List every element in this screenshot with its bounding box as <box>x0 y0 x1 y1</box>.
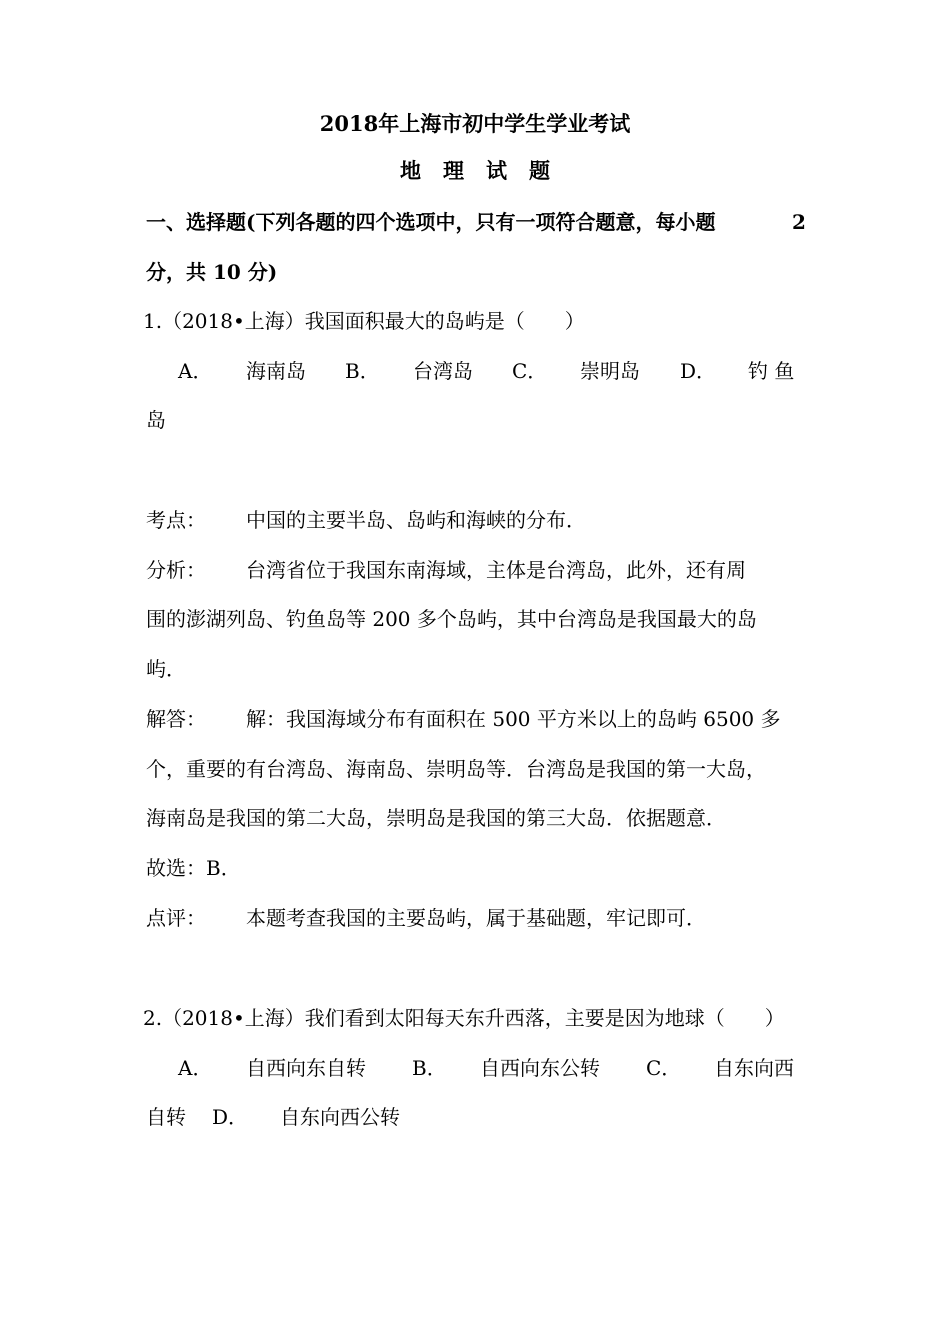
section-heading-line1: 一、选择题(下列各题的四个选项中，只有一项符合题意，每小题 <box>146 210 716 234</box>
q1-jieda-label: 解答： <box>146 707 206 731</box>
q2-option-a-text: 自西向东自转 <box>246 1056 366 1080</box>
q1-jieda-line1: 解：我国海域分布有面积在 500 平方米以上的岛屿 6500 多 <box>246 707 781 731</box>
q1-kaodian-text: 中国的主要半岛、岛屿和海峡的分布． <box>246 508 586 532</box>
q2-option-c-text: 自东向西 <box>714 1056 794 1080</box>
q1-dianping-text: 本题考查我国的主要岛屿，属于基础题，牢记即可． <box>246 906 706 930</box>
q1-fenxi-line3: 屿． <box>146 657 186 681</box>
q1-option-a-key: A． <box>178 359 213 383</box>
q1-kaodian-label: 考点： <box>146 508 206 532</box>
q2-option-d-text: 自东向西公转 <box>280 1105 400 1129</box>
q1-jieda-line2: 个，重要的有台湾岛、海南岛、崇明岛等．台湾岛是我国的第一大岛， <box>146 757 766 781</box>
section-points-value: 2 <box>792 210 806 234</box>
question-2-stem: 2.（2018•上海）我们看到太阳每天东升西落，主要是因为地球（ ） <box>143 1006 785 1030</box>
q1-jieda-line4: 故选：B． <box>146 856 241 880</box>
q1-option-c-key: C． <box>512 359 548 383</box>
section-heading <box>146 212 715 232</box>
q1-jieda-line3: 海南岛是我国的第二大岛，崇明岛是我国的第三大岛．依据题意． <box>146 806 726 830</box>
q1-option-a-text: 海南岛 <box>246 359 306 383</box>
q1-dianping-label: 点评： <box>146 906 206 930</box>
q1-option-b-key: B． <box>345 359 380 383</box>
section-heading-line2: 分，共 10 分) <box>146 260 278 284</box>
q1-option-d-key: D． <box>680 359 717 383</box>
q1-option-d-text: 钓 鱼 <box>748 359 795 383</box>
exam-title: 2018年上海市初中学生学业考试 <box>319 111 631 136</box>
q2-option-b-key: B． <box>412 1056 447 1080</box>
question-1-stem: 1.（2018•上海）我国面积最大的岛屿是（ ） <box>143 309 585 333</box>
q1-fenxi-line1: 台湾省位于我国东南海域，主体是台湾岛，此外，还有周 <box>246 558 746 582</box>
q1-option-c-text: 崇明岛 <box>580 359 640 383</box>
q1-option-b-text: 台湾岛 <box>413 359 473 383</box>
q2-option-d-key: D． <box>212 1105 249 1129</box>
q2-option-b-text: 自西向东公转 <box>480 1056 600 1080</box>
q2-option-a-key: A． <box>178 1056 213 1080</box>
q1-fenxi-line2: 围的澎湖列岛、钓鱼岛等 200 多个岛屿，其中台湾岛是我国最大的岛 <box>146 607 757 631</box>
q2-option-c-wrap: 自转 <box>146 1105 186 1129</box>
q2-option-c-key: C． <box>646 1056 682 1080</box>
q1-option-wrap: 岛 <box>146 408 166 432</box>
q1-fenxi-label: 分析： <box>146 558 206 582</box>
exam-subtitle: 地理试题 <box>400 158 572 183</box>
